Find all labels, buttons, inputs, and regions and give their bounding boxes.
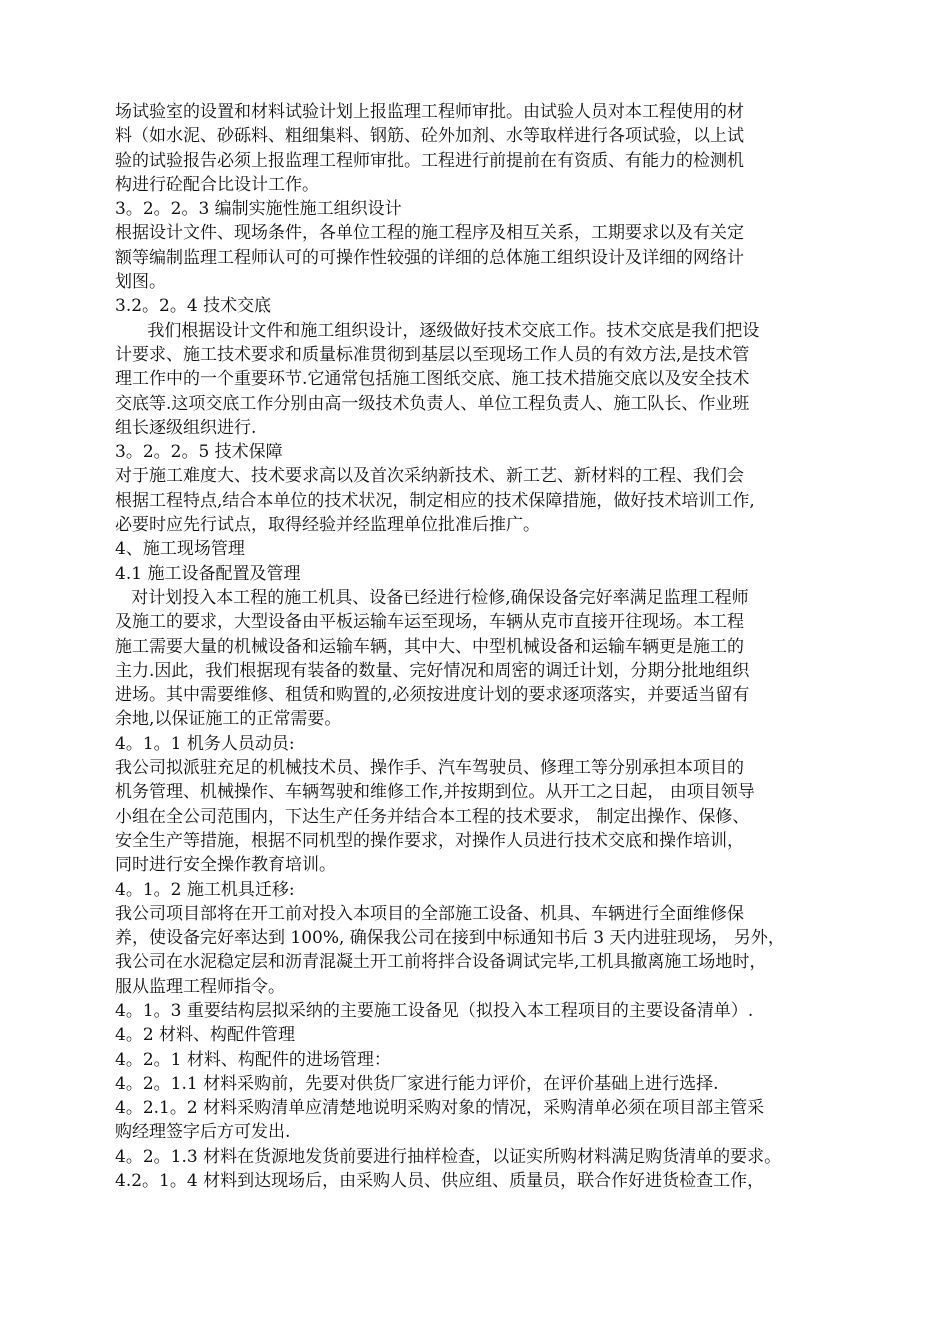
- text-line: 进场。其中需要维修、租赁和购置的,必须按进度计划的要求逐项落实，并要适当留有: [115, 685, 750, 706]
- section-heading: 3。2。2。3 编制实施性施工组织设计: [115, 199, 402, 220]
- section-heading: 4.1 施工设备配置及管理: [115, 563, 301, 584]
- text-line: 组长逐级组织进行.: [115, 417, 257, 438]
- section-heading: 4。1。2 施工机具迁移:: [115, 879, 295, 900]
- text-line: 计要求、施工技术要求和质量标准贯彻到基层以至现场工作人员的有效方法,是技术管: [115, 344, 750, 365]
- section-heading: 3。2。2。5 技术保障: [115, 442, 283, 463]
- section-heading: 4。2。1 材料、构配件的进场管理：: [115, 1049, 391, 1070]
- text-line: 4。2.1。2 材料采购清单应清楚地说明采购对象的情况，采购清单必须在项目部主管采: [115, 1098, 765, 1119]
- section-heading: 3.2。2。4 技术交底: [115, 296, 272, 317]
- text-line: 4。2。1.1 材料采购前，先要对供货厂家进行能力评价，在评价基础上进行选择.: [115, 1073, 719, 1094]
- text-line: 交底等.这项交底工作分别由高一级技术负责人、单位工程负责人、施工队长、作业班: [115, 393, 750, 414]
- text-line: 划图。: [115, 272, 166, 293]
- text-line: 我们根据设计文件和施工组织设计，逐级做好技术交底工作。技术交底是我们把设: [115, 320, 760, 341]
- text-line: 对于施工难度大、技术要求高以及首次采纳新技术、新工艺、新材料的工程、我们会: [115, 466, 744, 487]
- text-line: 小组在全公司范围内，下达生产任务并结合本工程的技术要求， 制定出操作、保修、: [115, 806, 750, 827]
- text-line: 我公司项目部将在开工前对投入本项目的全部施工设备、机具、车辆进行全面维修保: [115, 903, 744, 924]
- document-page: [115, 100, 845, 1193]
- text-line: 施工需要大量的机械设备和运输车辆，其中大、中型机械设备和运输车辆更是施工的: [115, 636, 744, 657]
- section-heading: 4、施工现场管理: [115, 539, 245, 560]
- text-line: 料（如水泥、砂砾料、粗细集料、钢筋、砼外加剂、水等取样进行各项试验，以上试: [115, 126, 744, 147]
- text-line: 对计划投入本工程的施工机具、设备已经进行检修,确保设备完好率满足监理工程师: [115, 587, 749, 608]
- text-line: 购经理签字后方可发出.: [115, 1122, 291, 1143]
- text-line: 机务管理、机械操作、车辆驾驶和维修工作,并按期到位。从开工之日起， 由项目领导: [115, 782, 755, 803]
- text-line: 验的试验报告必须上报监理工程师审批。工程进行前提前在有资质、有能力的检测机: [115, 150, 744, 171]
- text-line: 额等编制监理工程师认可的可操作性较强的详细的总体施工组织设计及详细的网络计: [115, 247, 744, 268]
- section-heading: 4。2 材料、构配件管理: [115, 1025, 296, 1046]
- section-heading: 4。1。1 机务人员动员:: [115, 733, 295, 754]
- text-line: 4.2。1。4 材料到达现场后，由采购人员、供应组、质量员，联合作好进货检查工作，: [115, 1171, 765, 1192]
- text-line: 构进行砼配合比设计工作。: [115, 174, 319, 195]
- text-line: 根据设计文件、现场条件，各单位工程的施工程序及相互关系，工期要求以及有关定: [115, 223, 744, 244]
- text-line: 4。2。1.3 材料在货源地发货前要进行抽样检查，以证实所购材料满足购货清单的要求。: [115, 1146, 782, 1167]
- text-line: 同时进行安全操作教育培训。: [115, 855, 336, 876]
- text-line: 必要时应先行试点，取得经验并经监理单位批准后推广。: [115, 515, 540, 536]
- text-line: 理工作中的一个重要环节.它通常包括施工图纸交底、施工技术措施交底以及安全技术: [115, 369, 750, 390]
- text-line: 养，使设备完好率达到 100%, 确保我公司在接到中标通知书后 3 天内进驻现场， 另外，: [115, 928, 785, 949]
- text-line: 安全生产等措施，根据不同机型的操作要求，对操作人员进行技术交底和操作培训，: [115, 830, 744, 851]
- text-line: 我公司拟派驻充足的机械技术员、操作手、汽车驾驶员、修理工等分别承担本项目的: [115, 758, 744, 779]
- text-line: 我公司在水泥稳定层和沥青混凝土开工前将拌合设备调试完毕,工机具撤离施工场地时，: [115, 952, 767, 973]
- text-line: 根据工程特点,结合本单位的技术状况，制定相应的技术保障措施，做好技术培训工作,: [115, 490, 755, 511]
- text-line: 余地,以保证施工的正常需要。: [115, 709, 342, 730]
- text-line: 场试验室的设置和材料试验计划上报监理工程师审批。由试验人员对本工程使用的材: [115, 102, 744, 122]
- text-line: 及施工的要求，大型设备由平板运输车运至现场，车辆从克市直接开往现场。本工程: [115, 612, 744, 633]
- text-line: 主力.因此，我们根据现有装备的数量、完好情况和周密的调迁计划，分期分批地组织: [115, 660, 750, 681]
- text-line: 服从监理工程师指令。: [115, 976, 285, 997]
- text-line: 4。1。3 重要结构层拟采纳的主要施工设备见（拟投入本工程项目的主要设备清单）.: [115, 1000, 754, 1021]
